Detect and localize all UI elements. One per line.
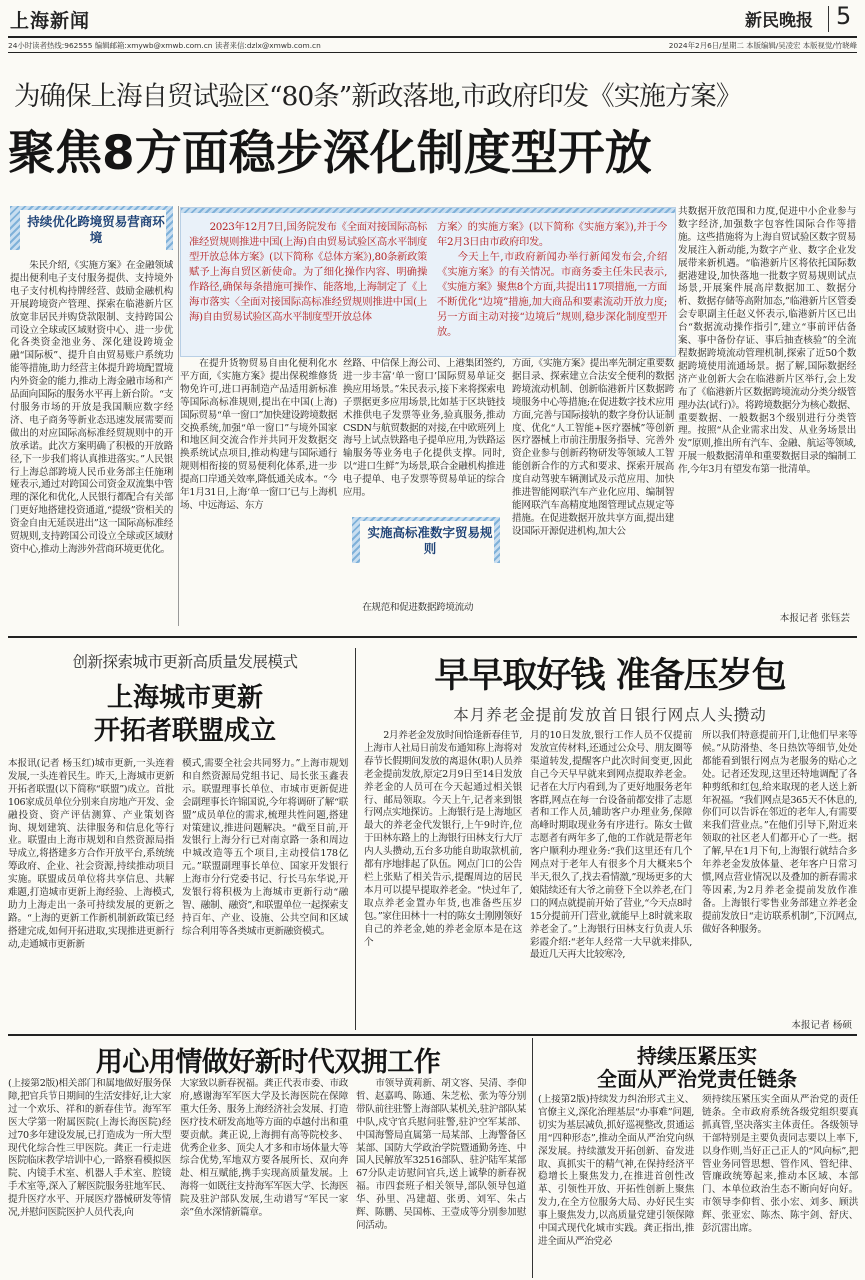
bottom-right-col-1: (上接第2版)持续发力纠治形式主义、官僚主义,深化治理基层“办事难”问题,切实为基层减负,抓好巡视整改,贯通运用“四种形态”,推动全面从严治党向纵深发展。持续激发开拓创新、奋发进取、真抓实干的精气神,在保持经济平稳增长上聚焦发力,在推进首创性改革、引领性开放、开拓性创新上聚焦发力,在全方位服务大局、办好民生实事上聚焦发力,以高质量党建引领保障中国式现代化城市实践。龚正指出,推进全面从严治党必 [538, 1094, 694, 1247]
pension-deck: 本月养老金提前发放首日银行网点人头攒动 [453, 706, 767, 724]
bottom-right-col-2: 须持续压紧压实全面从严治党的责任链条。全市政府系统各级党组织要真抓真管,坚决落实主体责任。各级领导干部特别是主要负责同志要以上率下,以身作则,当好正己正人的“风向标”,把管业务同管思想、管作风、管纪律、管廉政统筹起来,推动本区域、本部门、本单位政治生态不断向好向好。市领导李仰哲、张小宏、刘多、顾洪辉、张亚宏、陈杰、陈宇剑、舒庆、彭沉雷出席。 [702, 1094, 858, 1235]
left-subhead: 持续优化跨境贸易营商环境 [27, 214, 165, 245]
urban-headline-2: 开拓者联盟成立 [93, 716, 276, 746]
bottom-left-col-2: 大家致以新春祝福。龚正代表市委、市政府,感谢海军军医大学及长海医院在保障重大任务、服务上海经济社会发展、打造医疗技术研发高地等方面的卓越付出和重要贡献。龚正说,上海拥有高等院校多、优秀企业多、顶尖人才多和市场体量大等综合优势,军地双方要各展所长、双向奔赴、相互赋能,携手实现高质量发展。上海将一如既往支持海军军医大学、长海医院及驻沪部队发展,生动谱写“军民一家亲”鱼水深情新篇章。 [180, 1078, 348, 1219]
date-line: 2024年2月6日/星期二 本版编辑/吴凌宏 本版视觉/竹晓峰 [668, 41, 857, 50]
lead-left-column: 朱民介绍,《实施方案》在金融领域提出便利电子支付服务提供、支持境外电子支付机构持牌经营、鼓励金融机构开展跨境资产管理、探索在临港新片区放宽非居民并购贷款限制、支持跨国公司设立全球或区域财资中心、进一步优化各类资金池业务、深化建设跨境金融“国际板”、提升自由贸易账户系统功能等措施,助力经营主体提升跨境配置境内外资金的能力,推动上海金融市场和产品面向国际的服务水平再上新台阶。“支付服务市场的开放是我国顺应数字经济、电子商务等新业态迅速发展需要而做出的对应国际高标准经贸规则中的开放承诺。此次方案明确了积极的开放路径,下一步我们将认真推进落实。”人民银行上海总部跨境人民币业务部主任施琍娅表示,通过对跨国公司资金双流集中管理的深化和优化,人民银行都配合有关部门更好地搭建投资通道,“提级”资相关的资金自由无延误进出”这一国际高标准经贸规则,支持跨国公司设立全球或区域财资中心,推动上海涉外营商环境更优化。 [10, 260, 173, 555]
pension-byline: 本报记者 杨硕 [791, 1020, 852, 1031]
bottom-right-headline-2: 全面从严治党责任链条 [597, 1067, 797, 1091]
section-rule-2 [8, 1034, 857, 1036]
masthead [0, 0, 865, 55]
lead-left-box [10, 200, 173, 630]
pension-headline: 早早取好钱 准备压岁包 [434, 656, 786, 696]
intro-text-right: 方案〉的实施方案》(以下简称《实施方案》),并于今年2月3日由市政府印发。 今天上午,市政府新闻办举行新闻发布会,介绍《实施方案》的有关情况。市商务委主任朱民表示,《实施方案》聚焦8个方面,共提出117项措施,一方面不断优化“边境”措施,加大商品和要素流动开放力度;另一方面主动对接“边境后”规则,稳步深化制度型开放。 [437, 221, 667, 338]
pension-col-3: 所以我们特意提前开门,让他们早来等候。”从防滑垫、冬日热饮等细节,处处都能看到银行网点为老服务的贴心之处。记者还发现,这里还特地调配了各种剪纸和红包,给来取现的老人送上新年祝福。“我们网点是365天不休息的,你们可以告诉在邻近的老年人,有需要来我们营业点。”在他们引导下,附近来领取的社区老人们都开心了一些。据了解,早在1月下旬,上海银行就结合多年养老金发放体量、老年客户日常习惯,网点营业情况以及叠加的新春需求等因素,为2月养老金提前发放作准备。上海银行零售业务部建立养老金提前发放日“走访联系机制”,下沉网点,做好各种服务。 [702, 730, 857, 935]
masthead-divider [828, 6, 829, 32]
masthead-rule [8, 36, 857, 38]
urban-col-2: 模式,需要全社会共同努力。”上海市规划和自然资源局党组书记、局长张玉鑫表示。联盟理事长单位、市城市更新促进会副理事长许锦国说,今年将调研了解“联盟”成员单位的需求,梳理共性问题,搭建对策建议,推进问题解决。“截至目前,开发银行上海分行已对南京路一条和周边中城改造等五个项目,主动授信178亿元。”联盟副理事长单位、国家开发银行上海市分行党委书记、行长马东华说,开发银行将积极为上海城市更新行动“融智、融制、融资”,和联盟单位一起探索支持百年、产业、设施、公共空间和区域综合利用等各类城市更新融资模式。 [182, 758, 348, 937]
intro-box [180, 207, 676, 357]
intro-top-band [181, 208, 675, 213]
bottom-left-headline: 用心用情做好新时代双拥工作 [95, 1047, 441, 1078]
urban-headline-1: 上海城市更新 [106, 683, 263, 713]
pension-col-2: 月的10日发放,银行工作人员不仅提前发放宣传材料,还通过公众号、朋友圈等渠道转发,提醒客户此次时间变更,因此自己今天早早就来到网点提取养老金。记者在大厅内看到,为了更好地服务老年客群,网点在每一台设备前都安排了志愿者和工作人员,辅助客户办理业务,保障高峰时期取现业务有序进行。陈女士做志愿者有两年多了,他的工作就是帮老年客户顺利办理业务:“我们这里还有几个网点对于老年人有很多个月大概来5个半天,很久了,找去看情激,”现场更多的大娘陆续还有大爷之前登下全以养老,在门口的网点就提前开始了营业,“今天点8时15分提前开门营业,就能早上8时就来取养老金了。”上海银行田林支行负责人乐彩霞介绍:“老年人经常一大早就来排队,最近几天再大比较寒冷, [530, 730, 692, 961]
paper-name: 新民晚报 [745, 11, 813, 31]
lead-col-2: 在提升货物贸易自由化便利化水平方面,《实施方案》提出保税维修货物免许可,进口再制造产品适用新标准等国际高标准规则,提出在中国(上海)国际贸易“单一窗口”加快建设跨境数据交换系统,加强“单一窗口”与境外国家和地区间交流合作并共同开发数据交换系统试点项目,推动构建与国际通行规则相衔接的贸易便利化体系,进一步提高口岸通关效率,降低通关成本。“今年1月31日,上海‘单一窗口’已与上海机场、中远海运、东方 [180, 358, 337, 511]
column-rule-3 [532, 1038, 533, 1278]
urban-kicker: 创新探索城市更新高质量发展模式 [72, 653, 298, 671]
lead-col-3-bottom: 在规范和促进数据跨境流动 [362, 602, 474, 613]
lead-col-4: 方面,《实施方案》提出率先制定重要数据目录、探索建立合法安全便利的数据跨境流动机制、创新临港新片区数据跨境服务中心等措施;在促进数字技术应用方面,完善与国际接轨的数字身份认证制度、优化“人工智能+医疗器械”等创新医疗器械上市前注册服务指导、完善外资企业参与创新药物研发等领域人工智能创新合作的方式和要求、探索开展高度自动驾驶车辆测试及示范应用、加快推进智能网联汽车产业化应用、编制智能网联汽车高精度地图管理试点规定等措施。在促进数据开放共享方面,提出建设国际开源促进机构,加大公 [512, 358, 674, 537]
intro-text-left: 2023年12月7日,国务院发布《全面对接国际高标准经贸规则推进中国(上海)自由贸易试验区高水平制度型开放总体方案》(以下简称《总体方案》),80条新政策赋予上海自贸区新使命。为了细化操作内容、明确操作路径,确保每条措施可操作、能落地,上海制定了《上海市落实〈全面对接国际高标准经贸规则推进中国(上海)自由贸易试验区高水平制度型开放总体 [189, 221, 427, 323]
urban-col-1: 本报讯(记者 杨玉红)城市更新,一头连着发展,一头连着民生。昨天,上海城市更新开拓者联盟(以下简称“联盟”)成立。首批106家成员单位分别来自房地产开发、金融投资、资产评估测算、产业策划咨询、规划建筑、法律服务和信息化等行业。联盟由上海市规划和自然资源局指导成立,将搭建多方合作开放平台,系统统筹政府、企业、社会资源,持续推动项目实施。联盟成员单位将共享信息、共解难题,打造城市更新上海经验、上海模式,助力上海走出一条可持续发展的更新之路。“上海的更新工作新机制新政策已经搭建完成,如何开拓进取,实现推进更新行动,走通城市更新新 [8, 758, 174, 950]
section-rule-1 [8, 636, 857, 638]
section-title: 上海新闻 [10, 10, 91, 32]
lead-headline: 聚焦8方面稳步深化制度型开放 [8, 126, 652, 181]
page-number: 5 [836, 2, 852, 30]
column-rule-2 [355, 648, 356, 1030]
lead-kicker: 为确保上海自贸试验区“80条”新政落地,市政府印发《实施方案》 [14, 81, 742, 112]
column-rule-1 [178, 206, 179, 626]
masthead-rule-2 [8, 52, 857, 53]
bottom-right-headline-1: 持续压紧压实 [637, 1044, 757, 1068]
bottom-left-col-3: 市领导黄莉新、胡文容、吴清、李仰哲、赵嘉鸣、陈通、朱芝松、张为等分别带队前往驻警上海部队某机关,驻沪部队某中队,戍守官兵慰问驻警,驻沪空军某部、中国海警局直属第一局某部、上海警备区某部、国防大学政治学院暨通勤务连、中国人民解放军32516部队、驻沪陆军某部67分队走访慰问官兵,送上诚挚的新春祝福。市四套班子相关领导,部队领导包道华、孙里、冯建超、张勇、刘军、朱占辉、陈鹏、吴国栋、王壹成等分别参加慰问活动。 [356, 1078, 526, 1231]
mid-subhead-box [352, 513, 500, 601]
mid-subhead: 实施高标准数字贸易规则 [367, 525, 493, 556]
lead-byline: 本报记者 张钰芸 [779, 613, 850, 624]
lead-col-5: 共数据开放范围和力度,促进中小企业参与数字经济,加强数字包容性国际合作等措施。这些措施将为上海自贸试验区数字贸易发展注入新动能,为数字产业、数字企业发展带来新机遇。“临港新片区将依托国际数据港建设,加快落地一批数字贸易规则试点场景,开展案件展高岸数据加工、数据分析、数据存储等高附加态,”临港新片区管委会专职副主任赵义怀表示,临港新片区已出台“数据流动操作指引”,建立“事前评估备案、事中备份存证、事后抽查核验”的全流程数据跨境流动管理机制,探索了近50个数据跨境使用流通场景。据了解,国际数据经济产业创新大会在临港新片区举行,会上发布了《临港新片区数据跨境流动分类分级管理办法(试行)》。将跨境数据分为核心数据、重要数据、一般数据3个级别进行分类管理。按照“从企业需求出发、从业务场景出发”原则,推出所有汽车、金融、航运等领域,开展一般数据清单和重要数据目录的编制工作,今年3月有望发布第一批清单。 [678, 206, 856, 476]
lead-col-3: 丝路、中信保上海公司、上港集团签约,进一步丰富‘单一窗口’国际贸易单证交换应用场景。”朱民表示,接下来将探索电子票据更多应用场景,比如基于区块链技术推供电子发票等业务,验真服务,推动CSDN与航贸数据的对接,在中欧班列上海号上试点铁路电子提单应用,为铁路运输服务等业务电子化提供支撑。同时,以“进口生鲜”为场景,联合金融机构推进电子提单、电子发票等贸易单证的综合应用。 [343, 358, 505, 499]
pension-col-1: 2月养老金发放时间恰逢新春佳节,上海市人社局日前发布通知称上海将对春节长假期间发放的离退休(职)人员养老金提前发放,原定2月9日至14日发放养老金的人员可在今天起通过相关银行、邮局领取。今天上午,记者来到银行网点实地探访。上海银行是上海地区最大的养老金代发银行,上午9时许,位于田林东路上的上海银行田林支行大厅内人头攒动,五台多功能自助取款机前,都有序地排起了队伍。网点门口的公告栏上张贴了相关告示,提醒周边的居民本月可以提早提取养老金。“快过年了,取点养老金置办年货,也准备些压岁包。”家住田林十一村的陈女士刚刚领好自己的养老金,她的养老金原本是在这个 [364, 730, 522, 948]
hotline-text: 24小时读者热线:962555 编辑邮箱:xmywb@xmwb.com.cn 读者来信:dzlx@xmwb.com.cn [8, 41, 321, 50]
bottom-left-col-1: (上接第2版)相关部门和属地做好服务保障,把官兵节日期间的生活安排好,让大家过一个欢乐、祥和的新春佳节。海军军医大学第一附属医院(上海长海医院)经过70多年建设发展,已打造成为一所大型现代化综合性三甲医院。龚正一行走进医院临床教学培训中心,一路察看模拟医院、内镜手术室、机器人手术室、腔镜手术室等,深入了解医院服务驻地军民、提升医疗水平、开展医疗器械研发等情况,并慰问医院医护人员代表,向 [8, 1078, 171, 1219]
